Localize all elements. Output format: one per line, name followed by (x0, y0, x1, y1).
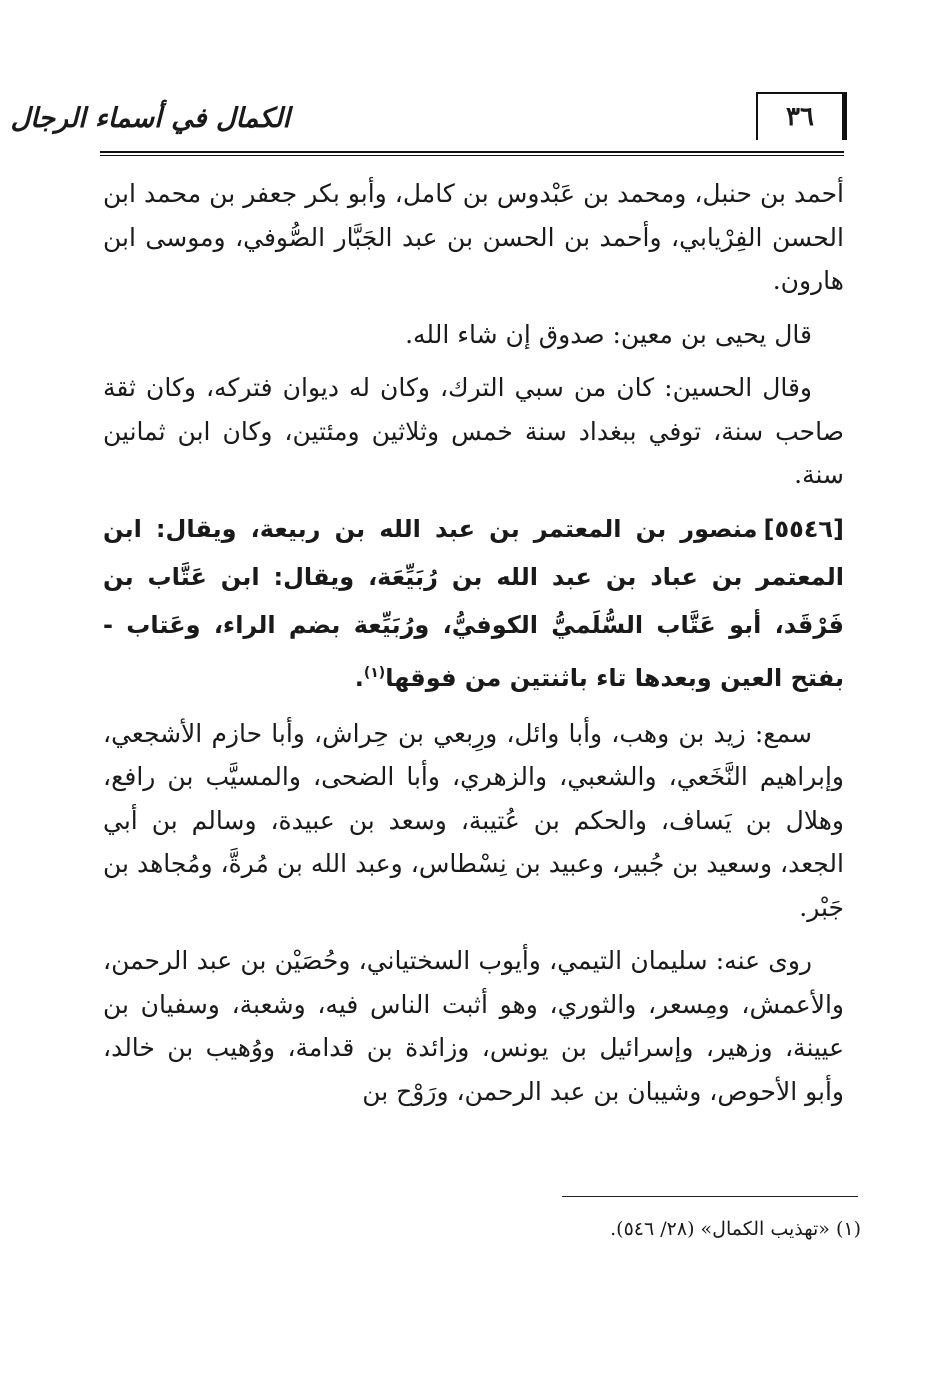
footnote-rule (562, 1196, 858, 1197)
footnote: (١) «تهذيب الكمال» (٢٨/ ٥٤٦). (610, 1218, 861, 1240)
header-rule (100, 151, 844, 156)
page-number: ٣٦ (786, 102, 814, 132)
biography-entry (103, 505, 844, 702)
paragraph-1: أحمد بن حنبل، ومحمد بن عَبْدوس بن كامل، وأبو بكر جعفر بن محمد ابن الحسن الفِرْيابي، وأحمد بن الحسن بن عبد الجَبَّار الصُّوفي، وموسى ابن هارون. (103, 179, 844, 295)
page-header (10, 92, 844, 152)
paragraph-3: وقال الحسين: كان من سبي الترك، وكان له ديوان فتركه، وكان ثقة صاحب سنة، توفي ببغداد سنة خمس وثلاثين ومئتين، وكان ابن ثمانين سنة. (103, 373, 844, 489)
paragraph-2: قال يحيى بن معين: صدوق إن شاء الله. (405, 319, 812, 349)
entry-end: . (354, 663, 364, 692)
entry-heading: منصور بن المعتمر بن عبد الله بن ربيعة، ويقال: ابن المعتمر بن عباد بن عبد الله بن رُبَيِّعَة، ويقال: ابن عَتَّاب بن فَرْقَد، أبو عَتَّاب السُّلَميُّ الكوفيُّ، ورُبَيِّعة بضم الراء، وعَتاب - بفتح العين وبعدها تاء باثنتين من فوقها (103, 514, 844, 692)
paragraph-heard-from: سمع: زيد بن وهب، وأبا وائل، ورِبعي بن حِراش، وأبا حازم الأشجعي، وإبراهيم النَّخَعي، والشعبي، والزهري، وأبا الضحى، والمسيَّب بن رافع، وهلال بن يَساف، والحكم بن عُتيبة، وسعد بن عبيدة، وسالم بن أبي الجعد، وسعيد بن جُبير، وعبيد بن نِسْطاس، وعبد الله بن مُرةَّ، ومُجاهد بن جَبْر. (103, 718, 844, 922)
footnote-reference[interactable]: (١) (363, 664, 386, 681)
page-number-box (756, 92, 844, 140)
paragraph-narrated-by: روى عنه: سليمان التيمي، وأيوب السختياني، وحُصَيْن بن عبد الرحمن، والأعمش، ومِسعر، والثوري، وهو أثبت الناس فيه، وشعبة، وسفيان بن عيينة، وزهير، وإسرائيل بن يونس، وزائدة بن قدامة، ووُهيب بن خالد، وأبو الأحوص، وشيبان بن عبد الرحمن، ورَوْح بن (103, 946, 844, 1106)
entry-number: [٥٥٤٦] (763, 514, 844, 543)
main-text (103, 172, 844, 1113)
book-title: الكمال في أسماء الرجال (10, 103, 290, 134)
